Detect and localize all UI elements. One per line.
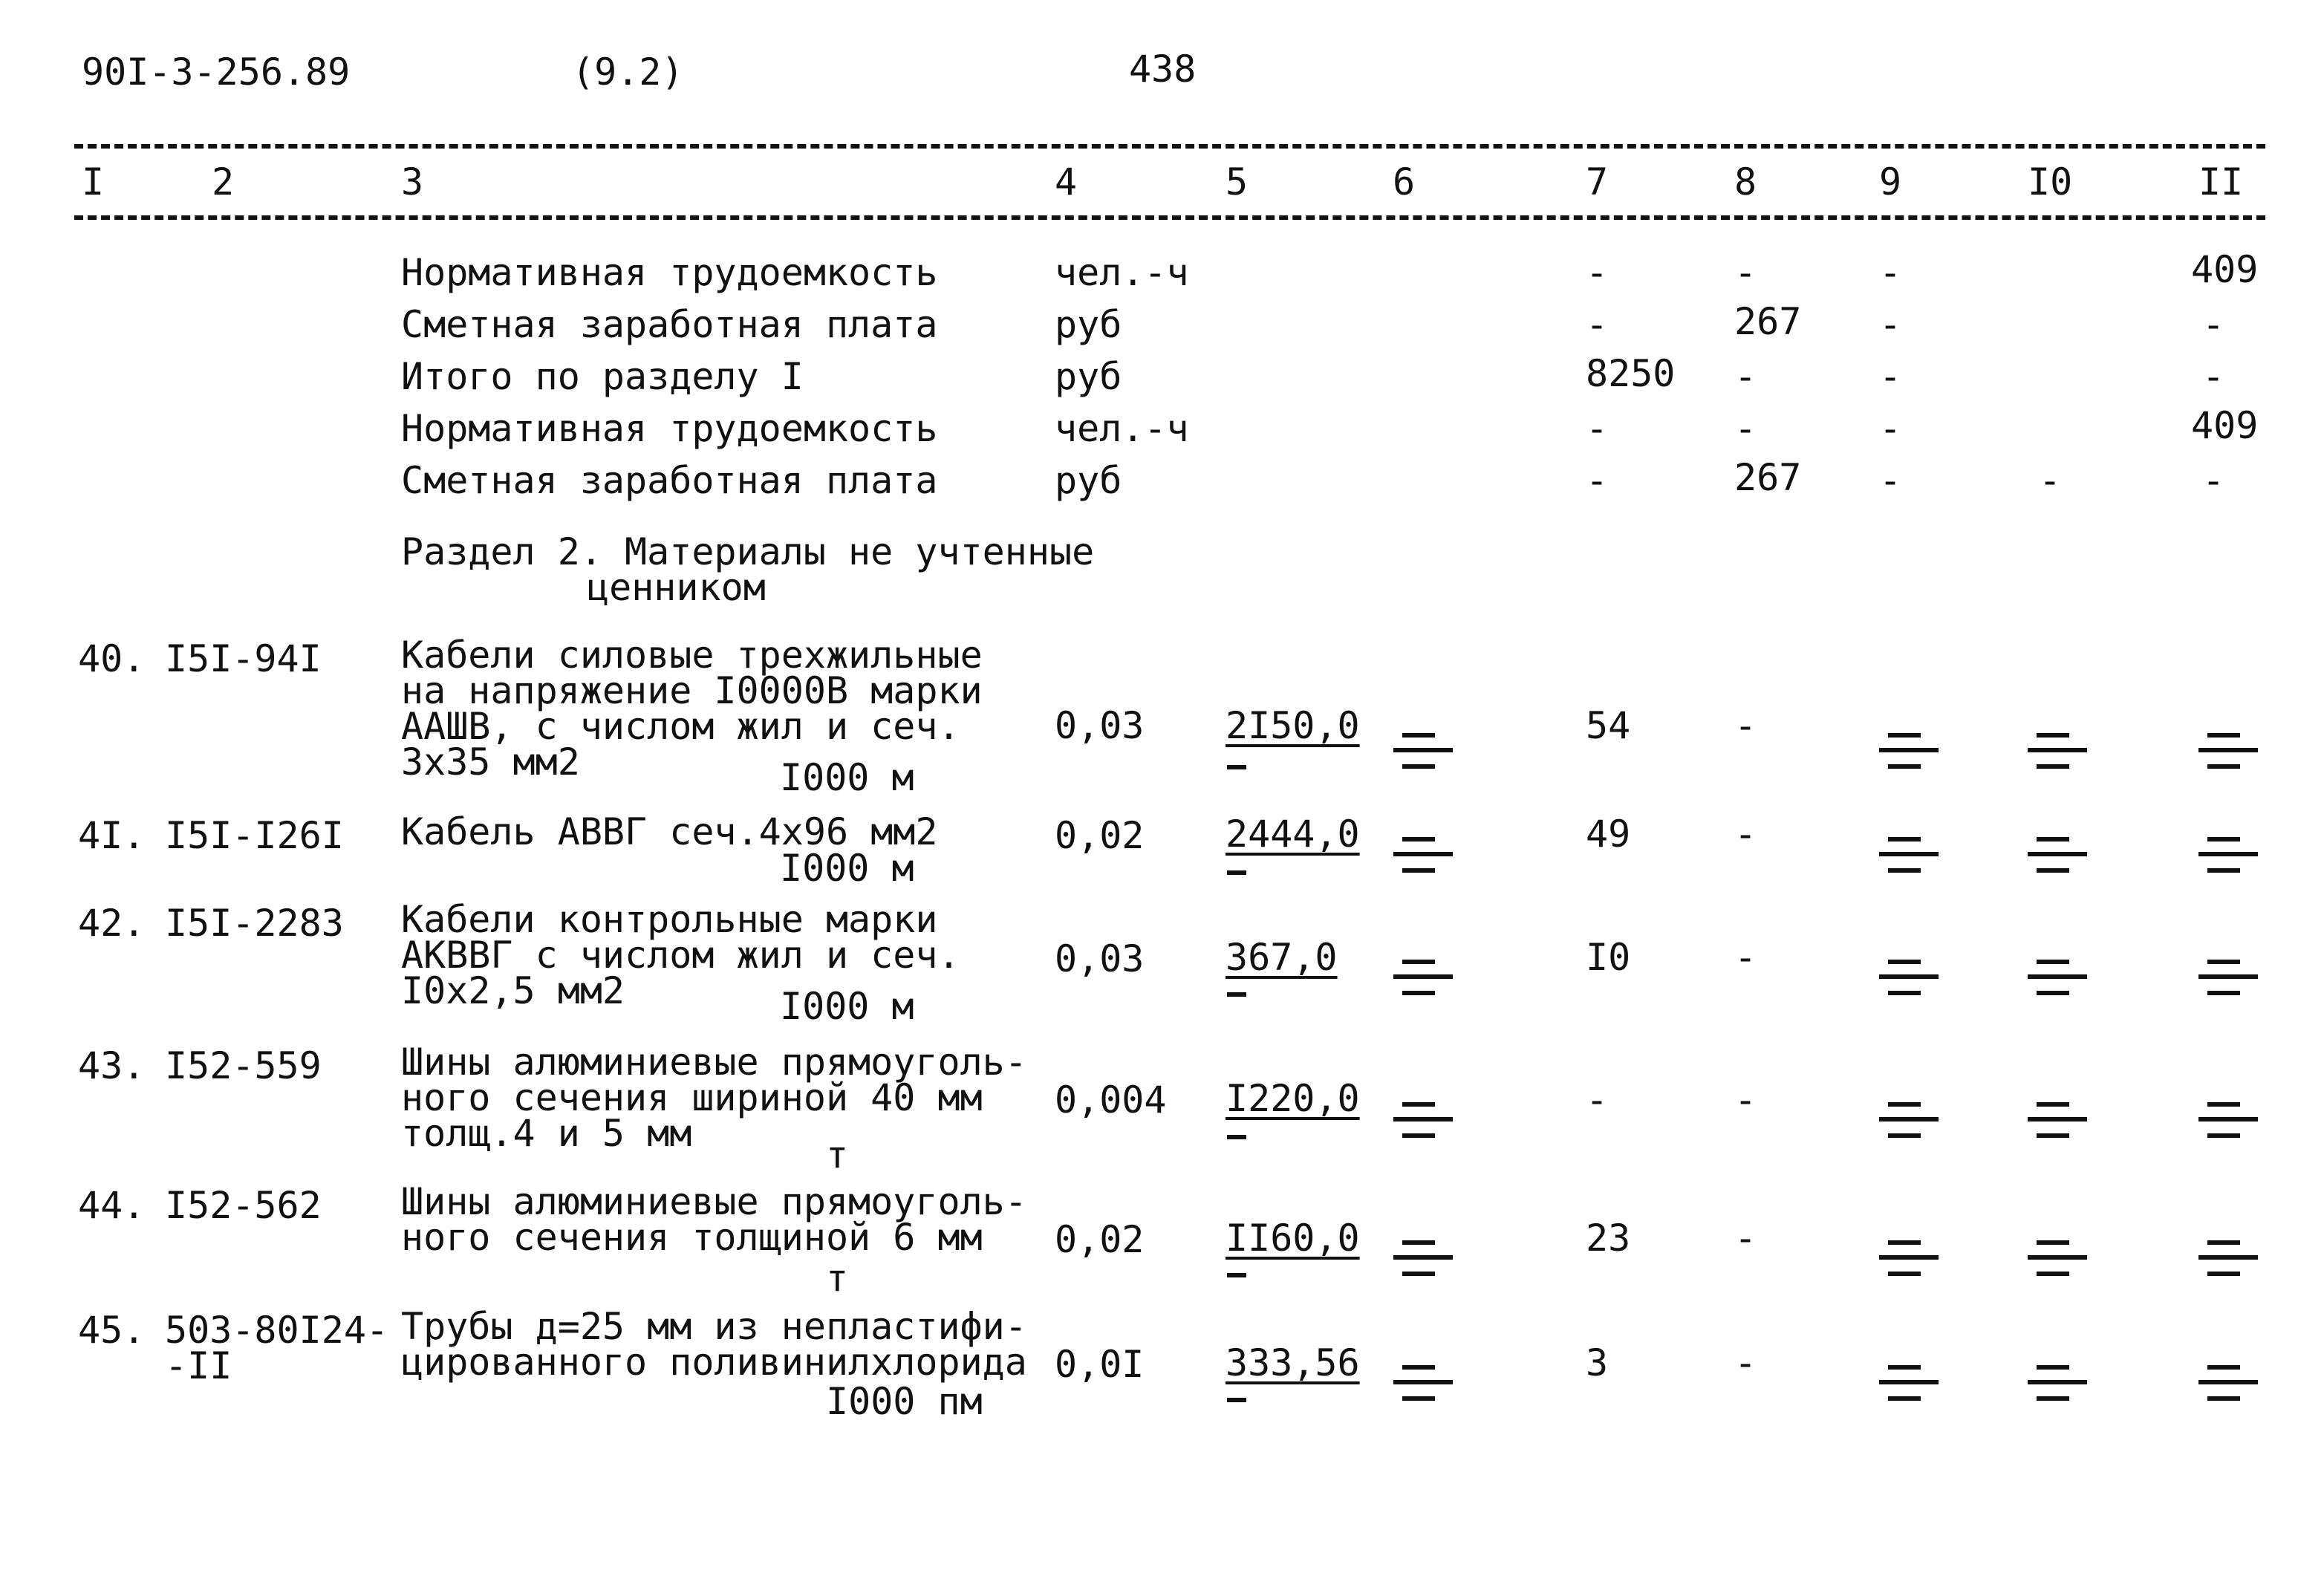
dash-mark	[1879, 1093, 1939, 1153]
dash-mark	[2198, 1093, 2258, 1153]
price-code: I5I-I26I	[165, 814, 344, 857]
dash-mark	[2198, 951, 2258, 1010]
item-description: Кабели силовые трехжильные на напряжение I0000В марки ААШВ, с числом жил и сеч. 3х35 мм2	[401, 634, 983, 784]
col7-value: 23	[1586, 1217, 1631, 1260]
col9-value: -	[1879, 251, 1902, 294]
unit-of-measure: I000 пм	[826, 1380, 983, 1423]
item-number: 42.	[78, 902, 146, 945]
col9-value: -	[1879, 303, 1902, 346]
section-heading-continued: ценником	[587, 566, 766, 609]
col8-value: -	[1734, 1341, 1757, 1384]
header-top-rule	[74, 144, 2265, 149]
column-header: 2	[212, 160, 235, 204]
column-header: 7	[1586, 160, 1609, 204]
dash-mark	[1393, 1093, 1453, 1153]
dash-mark	[1227, 1273, 1246, 1277]
quantity: 0,03	[1055, 704, 1145, 747]
row-unit: чел.-ч	[1055, 251, 1189, 294]
row-unit: руб	[1055, 355, 1122, 398]
row-unit: чел.-ч	[1055, 407, 1189, 450]
quantity: 0,004	[1055, 1078, 1167, 1121]
dash-mark	[1227, 765, 1246, 769]
col11-value: -	[2202, 303, 2225, 346]
dash-mark	[1227, 1398, 1246, 1402]
dash-mark	[1227, 870, 1246, 875]
col11-value: -	[2202, 355, 2225, 398]
column-header: 6	[1393, 160, 1416, 204]
col8-value: -	[1734, 1078, 1757, 1121]
dash-mark	[2198, 1356, 2258, 1416]
price-code: I5I-2283	[165, 902, 344, 945]
column-header: 9	[1879, 160, 1902, 204]
dash-mark	[2028, 1356, 2087, 1416]
page-number: 438	[1129, 48, 1197, 91]
col8-value: 267	[1734, 300, 1802, 343]
column-header: I0	[2028, 160, 2073, 204]
unit-price: 367,0	[1226, 936, 1338, 979]
header-bottom-rule	[74, 215, 2265, 220]
col8-value: -	[1734, 407, 1757, 450]
dash-mark	[1393, 828, 1453, 888]
dash-mark	[1393, 724, 1453, 784]
dash-mark	[2198, 724, 2258, 784]
col7-value: -	[1586, 1078, 1609, 1121]
dash-mark	[2028, 724, 2087, 784]
section-heading: Раздел 2. Материалы не учтенные	[401, 530, 1095, 573]
col8-value: -	[1734, 704, 1757, 747]
unit-price: 2444,0	[1226, 813, 1360, 856]
row-label: Итого по разделу I	[401, 355, 804, 398]
dash-mark	[2198, 828, 2258, 888]
row-label: Нормативная трудоемкость	[401, 251, 938, 294]
price-code: I52-559	[165, 1044, 322, 1087]
row-label: Сметная заработная плата	[401, 303, 938, 346]
item-description: Кабели контрольные марки АКВВГ с числом жил и сеч. I0х2,5 мм2	[401, 898, 960, 1012]
quantity: 0,03	[1055, 937, 1145, 980]
dash-mark	[1879, 724, 1939, 784]
col9-value: -	[1879, 355, 1902, 398]
col11-value: 409	[2191, 404, 2259, 447]
col7-value: -	[1586, 251, 1609, 294]
col8-value: -	[1734, 813, 1757, 856]
col7-value: 54	[1586, 704, 1631, 747]
dash-mark	[1879, 828, 1939, 888]
dash-mark	[2028, 1093, 2087, 1153]
col7-value: I0	[1586, 936, 1631, 979]
dash-mark	[1393, 1356, 1453, 1416]
unit-of-measure: I000 м	[780, 756, 914, 799]
col8-value: 267	[1734, 456, 1802, 499]
dash-mark	[2198, 1231, 2258, 1291]
col11-value: -	[2202, 459, 2225, 502]
item-description: Шины алюминиевые прямоуголь- ного сечения шириной 40 мм толщ.4 и 5 мм	[401, 1041, 1027, 1155]
dash-mark	[1879, 1231, 1939, 1291]
unit-of-measure: т	[826, 1257, 849, 1300]
item-number: 40.	[78, 637, 146, 680]
price-code: I52-562	[165, 1184, 322, 1227]
column-header: 8	[1734, 160, 1757, 204]
section-number: (9.2)	[572, 51, 684, 94]
unit-of-measure: I000 м	[780, 985, 914, 1028]
col8-value: -	[1734, 355, 1757, 398]
col8-value: -	[1734, 251, 1757, 294]
col8-value: -	[1734, 1217, 1757, 1260]
price-code-continued: -II	[165, 1344, 232, 1387]
dash-mark	[1879, 951, 1939, 1010]
row-unit: руб	[1055, 459, 1122, 502]
col10-value: -	[2039, 459, 2062, 502]
document-code: 90I-3-256.89	[82, 51, 351, 94]
dash-mark	[1393, 951, 1453, 1010]
unit-of-measure: I000 м	[780, 847, 914, 890]
quantity: 0,02	[1055, 814, 1145, 857]
price-code: 503-80I24-	[165, 1309, 389, 1352]
dash-mark	[1879, 1356, 1939, 1416]
unit-price: 2I50,0	[1226, 704, 1360, 747]
item-description: Шины алюминиевые прямоуголь- ного сечения толщиной 6 мм	[401, 1180, 1027, 1259]
dash-mark	[1227, 1135, 1246, 1139]
item-number: 45.	[78, 1309, 146, 1352]
column-header: 3	[401, 160, 424, 204]
item-number: 43.	[78, 1044, 146, 1087]
unit-price: I220,0	[1226, 1077, 1360, 1120]
unit-price: II60,0	[1226, 1217, 1360, 1260]
col11-value: 409	[2191, 248, 2259, 291]
quantity: 0,0I	[1055, 1343, 1145, 1386]
quantity: 0,02	[1055, 1218, 1145, 1261]
item-description: Трубы д=25 мм из непластифи- цированного поливинилхлорида	[401, 1305, 1027, 1384]
column-header: 4	[1055, 160, 1078, 204]
col7-value: 3	[1586, 1341, 1609, 1384]
item-number: 4I.	[78, 814, 146, 857]
col9-value: -	[1879, 407, 1902, 450]
dash-mark	[2028, 828, 2087, 888]
dash-mark	[1393, 1231, 1453, 1291]
column-header: 5	[1226, 160, 1249, 204]
unit-of-measure: т	[826, 1133, 849, 1176]
col7-value: -	[1586, 407, 1609, 450]
col7-value: 49	[1586, 813, 1631, 856]
row-label: Сметная заработная плата	[401, 459, 938, 502]
column-header: I	[82, 160, 105, 204]
dash-mark	[2028, 951, 2087, 1010]
dash-mark	[2028, 1231, 2087, 1291]
col7-value: -	[1586, 303, 1609, 346]
dash-mark	[1227, 992, 1246, 997]
price-code: I5I-94I	[165, 637, 322, 680]
col7-value: 8250	[1586, 352, 1676, 395]
unit-price: 333,56	[1226, 1341, 1360, 1384]
col8-value: -	[1734, 936, 1757, 979]
row-unit: руб	[1055, 303, 1122, 346]
row-label: Нормативная трудоемкость	[401, 407, 938, 450]
col7-value: -	[1586, 459, 1609, 502]
item-number: 44.	[78, 1184, 146, 1227]
col9-value: -	[1879, 459, 1902, 502]
column-header: II	[2198, 160, 2244, 204]
item-description: Кабель АВВГ сеч.4х96 мм2	[401, 810, 938, 853]
